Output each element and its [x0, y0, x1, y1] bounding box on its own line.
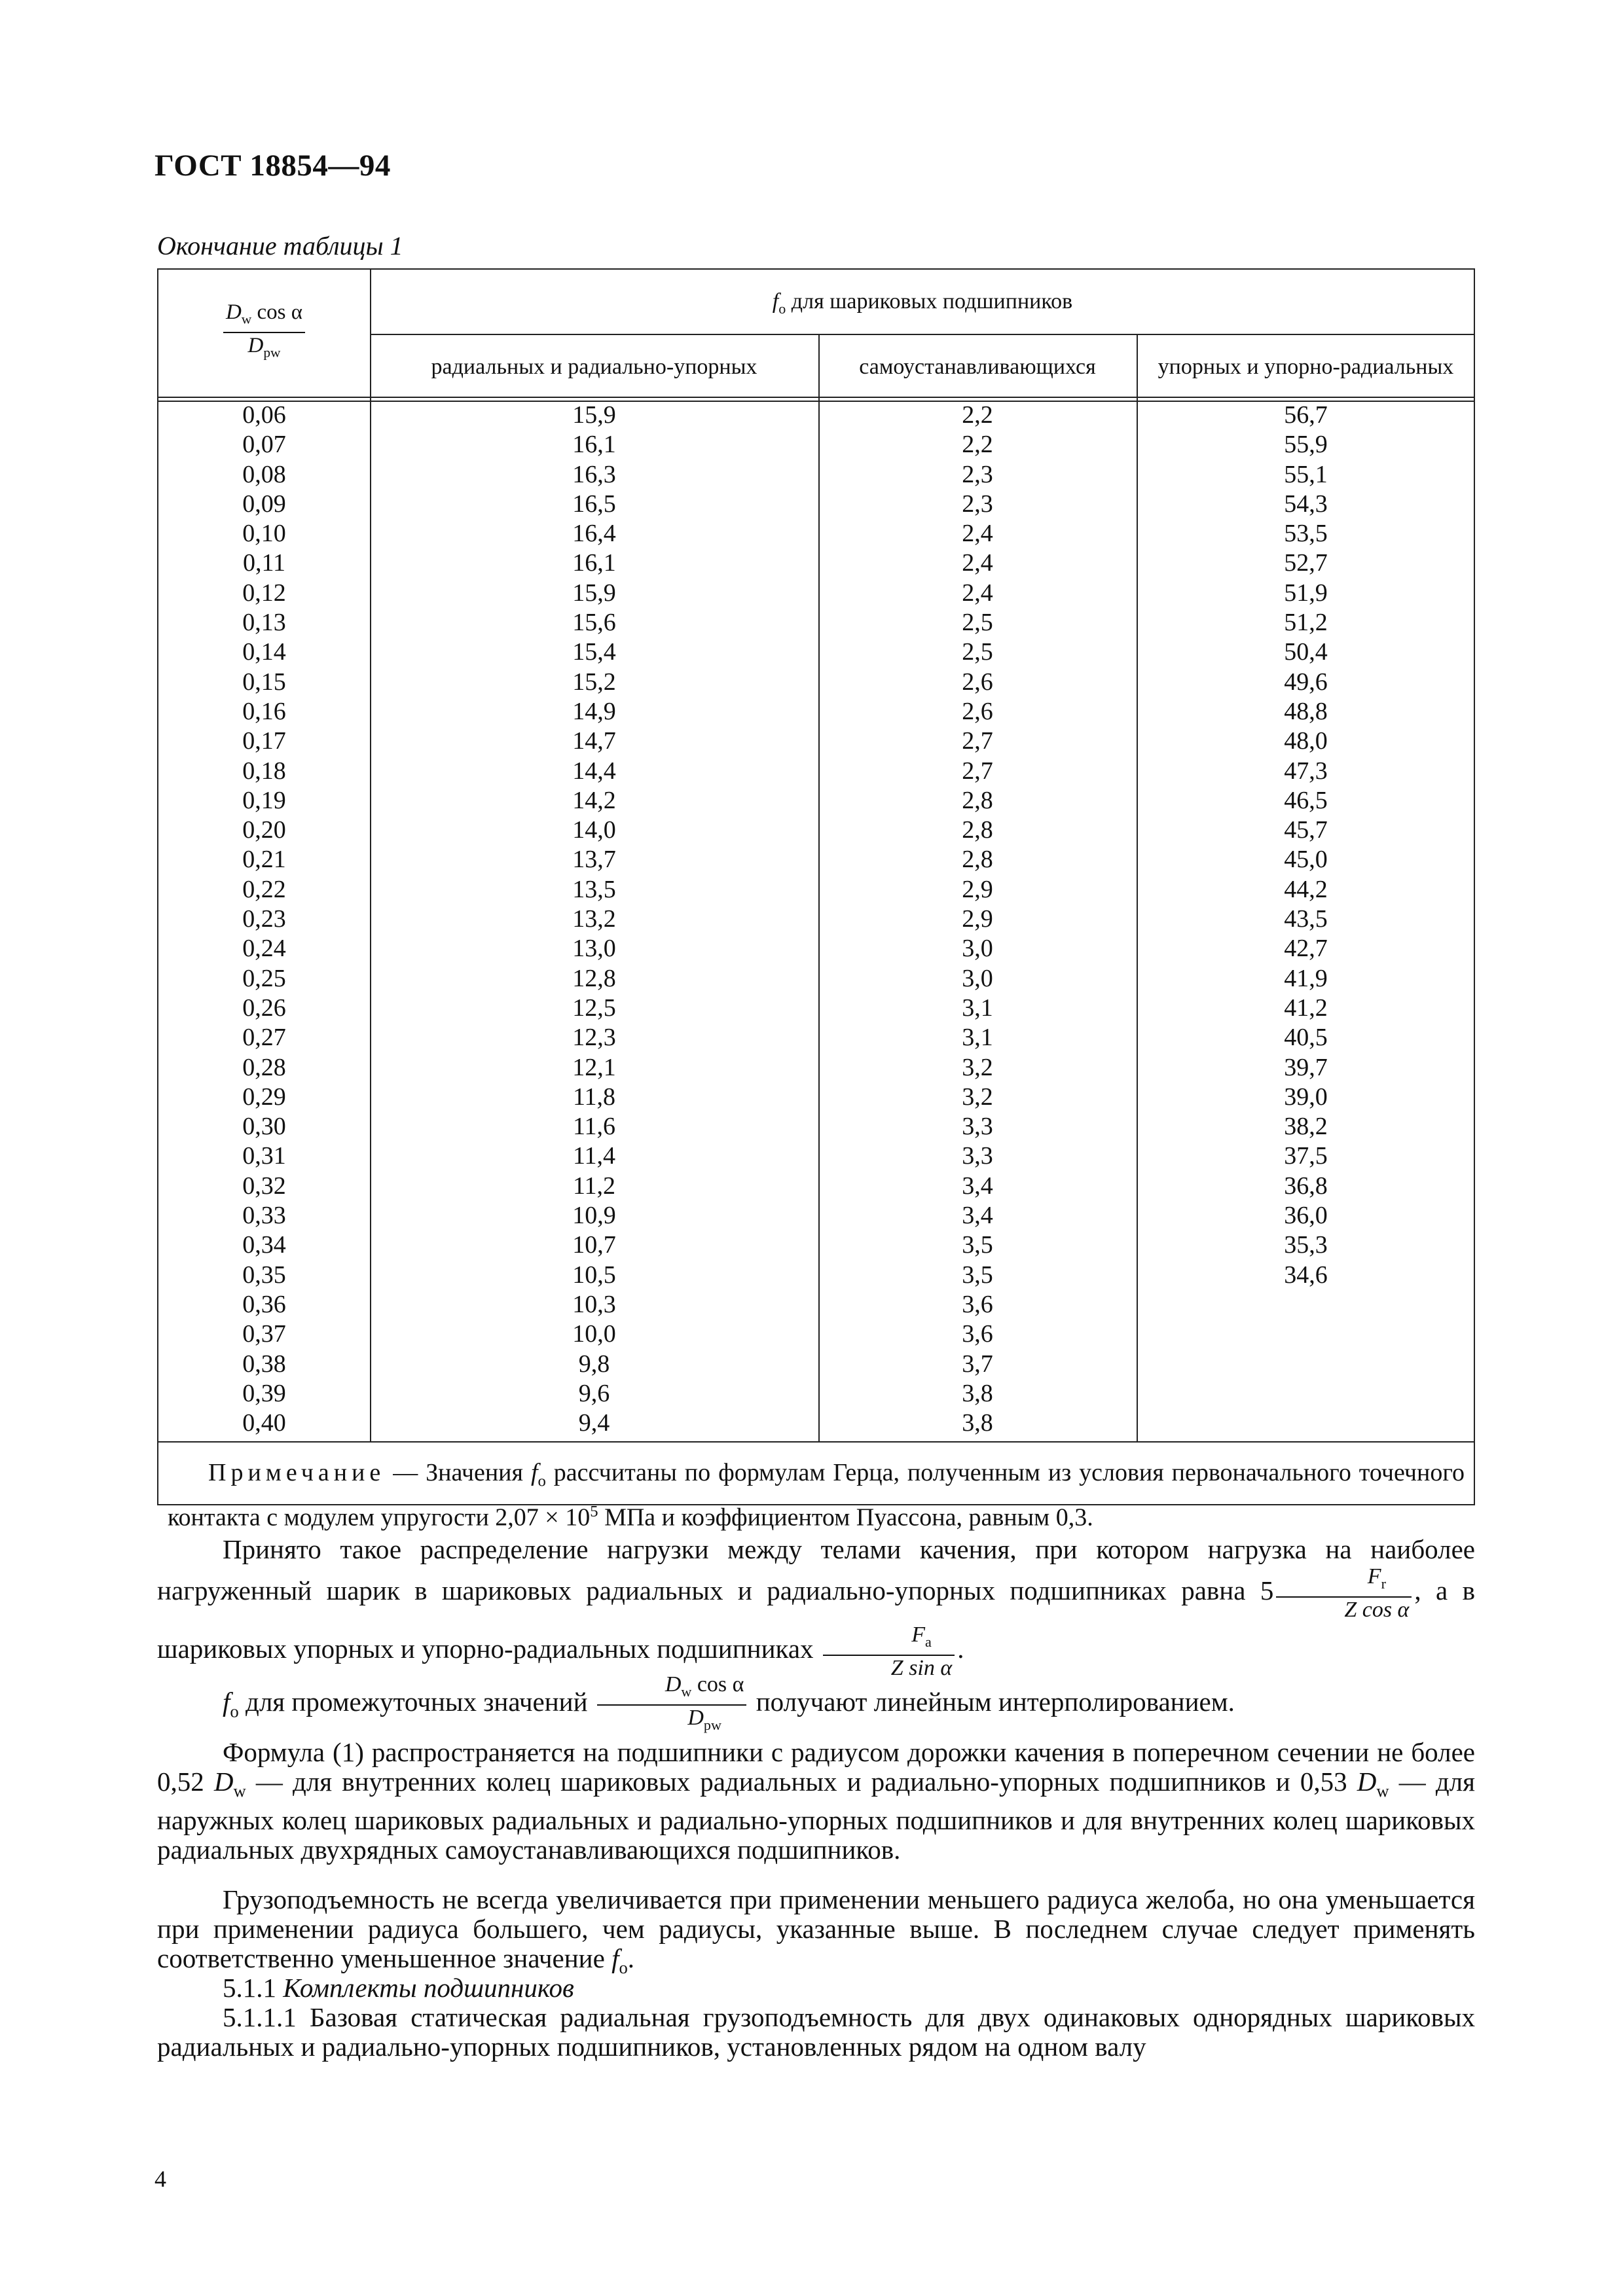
- table-cell-radial: 11,2: [572, 1172, 616, 1200]
- table-cell-thrust: 55,9: [1284, 431, 1328, 459]
- table-cell-ratio: 0,32: [242, 1172, 286, 1200]
- table-cell-self-aligning: 2,8: [962, 846, 993, 874]
- table-cell-thrust: 50,4: [1284, 638, 1328, 666]
- data-table: [157, 268, 1475, 1532]
- table-cell-thrust: 37,5: [1284, 1142, 1328, 1170]
- table-cell-radial: 16,1: [572, 431, 616, 459]
- table-cell-radial: 10,7: [572, 1231, 616, 1259]
- table-cell-radial: 9,6: [578, 1379, 610, 1407]
- table-cell-radial: 10,3: [572, 1290, 616, 1318]
- section-heading-5-1-1: 5.1.1 Комплекты подшипников: [223, 1973, 574, 2003]
- table-cell-ratio: 0,25: [242, 964, 286, 992]
- paragraph-load-distribution: Принято такое распределение нагрузки между телами качения, при котором нагрузка на наиболее нагруженный шарик в шариковых радиальных и радиально-упорных подшипниках равна 5 $\frac{F_r}{\text{Z cos α}}$ , а в шариковых упорных и упорно-радиальных подшипниках $\frac{F_a}{\text{Z sin α}}$ .: [157, 1534, 1475, 1680]
- header-self-aligning: самоустанавливающихся: [859, 355, 1096, 379]
- table-cell-self-aligning: 2,2: [962, 401, 993, 429]
- table-cell-thrust: 41,2: [1284, 994, 1328, 1022]
- table-caption: Окончание таблицы 1: [157, 231, 403, 260]
- header-group: $f_o$ для шариковых подшипников: [772, 289, 1073, 317]
- table-cell-ratio: 0,37: [242, 1320, 286, 1348]
- table-cell-radial: 16,3: [572, 460, 616, 488]
- table-cell-ratio: 0,10: [242, 520, 286, 548]
- table-cell-thrust: 39,0: [1284, 1083, 1328, 1111]
- table-cell-ratio: 0,18: [242, 757, 286, 785]
- table-cell-self-aligning: 3,1: [962, 994, 993, 1022]
- table-cell-ratio: 0,09: [242, 490, 286, 518]
- table-cell-thrust: 55,1: [1284, 460, 1328, 488]
- table-cell-self-aligning: 2,6: [962, 668, 993, 696]
- table-cell-self-aligning: 3,6: [962, 1320, 993, 1348]
- table-cell-ratio: 0,27: [242, 1024, 286, 1052]
- table-cell-thrust: 48,0: [1284, 727, 1328, 755]
- table-cell-radial: 10,0: [572, 1320, 616, 1348]
- table-note: Примечание — Значения $f_o$ рассчитаны по формулам Герца, полученным из условия первоначального точечного контакта с модулем упругости $2,07 \times 10^5$ МПа и коэффициентом Пуассона, равным 0,3.: [168, 1459, 1465, 1532]
- table-cell-self-aligning: 2,3: [962, 490, 993, 518]
- header-radial: радиальных и радиально-упорных: [431, 355, 757, 379]
- table-cell-thrust: 36,0: [1284, 1202, 1328, 1230]
- table-cell-thrust: 41,9: [1284, 964, 1328, 992]
- table-cell-self-aligning: 2,8: [962, 816, 993, 844]
- table-cell-self-aligning: 3,4: [962, 1172, 993, 1200]
- table-cell-thrust: 52,7: [1284, 549, 1328, 577]
- table-cell-radial: 15,9: [572, 401, 616, 429]
- table-cell-radial: 11,4: [572, 1142, 616, 1170]
- table-cell-self-aligning: 2,9: [962, 875, 993, 903]
- table-cell-thrust: 38,2: [1284, 1113, 1328, 1141]
- table-cell-thrust: 46,5: [1284, 786, 1328, 814]
- table-cell-thrust: 49,6: [1284, 668, 1328, 696]
- table-cell-ratio: 0,16: [242, 697, 286, 725]
- table-cell-self-aligning: 3,3: [962, 1113, 993, 1141]
- table-cell-self-aligning: 3,4: [962, 1202, 993, 1230]
- table-cell-radial: 11,6: [572, 1113, 616, 1141]
- table-cell-ratio: 0,40: [242, 1409, 286, 1437]
- table-cell-thrust: 34,6: [1284, 1261, 1328, 1289]
- table-cell-ratio: 0,30: [242, 1113, 286, 1141]
- table-cell-ratio: 0,11: [242, 549, 286, 577]
- table-cell-radial: 15,6: [572, 609, 616, 637]
- table-cell-self-aligning: 3,0: [962, 964, 993, 992]
- table-cell-radial: 12,5: [572, 994, 616, 1022]
- table-cell-ratio: 0,26: [242, 994, 286, 1022]
- table-cell-radial: 13,0: [572, 935, 616, 963]
- table-cell-ratio: 0,19: [242, 786, 286, 814]
- document-code: ГОСТ 18854—94: [155, 149, 391, 183]
- table-cell-self-aligning: 3,0: [962, 935, 993, 963]
- table-cell-thrust: 39,7: [1284, 1053, 1328, 1081]
- table-cell-radial: 15,4: [572, 638, 616, 666]
- table-cell-radial: 9,4: [578, 1409, 610, 1437]
- table-cell-ratio: 0,12: [242, 579, 286, 607]
- table-cell-self-aligning: 2,4: [962, 579, 993, 607]
- table-cell-radial: 12,3: [572, 1024, 616, 1052]
- table-cell-ratio: 0,28: [242, 1053, 286, 1081]
- table-cell-self-aligning: 2,3: [962, 460, 993, 488]
- column-self-aligning: [818, 401, 1137, 1438]
- table-cell-radial: 12,1: [572, 1053, 616, 1081]
- column-thrust: [1137, 401, 1475, 1290]
- table-cell-self-aligning: 2,5: [962, 638, 993, 666]
- table-cell-self-aligning: 3,5: [962, 1261, 993, 1289]
- table-cell-self-aligning: 2,7: [962, 727, 993, 755]
- table-cell-self-aligning: 2,4: [962, 520, 993, 548]
- table-cell-radial: 16,4: [572, 520, 616, 548]
- paragraph-5-1-1-1: 5.1.1.1 Базовая статическая радиальная грузоподъемность для двух одинаковых однорядных шариковых радиальных и радиально-упорных подшипников, установленных рядом на одном валу: [157, 2002, 1476, 2062]
- table-cell-self-aligning: 3,7: [962, 1350, 993, 1378]
- table-cell-self-aligning: 2,9: [962, 905, 993, 933]
- table-cell-radial: 10,5: [572, 1261, 616, 1289]
- table-cell-radial: 13,7: [572, 846, 616, 874]
- header-thrust: упорных и упорно-радиальных: [1158, 355, 1454, 379]
- paragraph-capacity: Грузоподъемность не всегда увеличивается при применении меньшего радиуса желоба, но она уменьшается при применении радиуса большего, чем радиусы, указанные выше. В последнем случае следует применять соответственно уменьшенное значение $f_o$.: [157, 1884, 1475, 1978]
- table-cell-radial: 10,9: [572, 1202, 616, 1230]
- table-cell-self-aligning: 3,3: [962, 1142, 993, 1170]
- table-cell-ratio: 0,29: [242, 1083, 286, 1111]
- table-cell-self-aligning: 3,8: [962, 1379, 993, 1407]
- table-cell-thrust: 43,5: [1284, 905, 1328, 933]
- table-cell-self-aligning: 3,8: [962, 1409, 993, 1437]
- table-cell-thrust: 56,7: [1284, 401, 1328, 429]
- table-cell-self-aligning: 3,2: [962, 1083, 993, 1111]
- table-cell-thrust: 35,3: [1284, 1231, 1328, 1259]
- paragraph-interpolation: $f_o$ для промежуточных значений $\frac{D_w \cos \alpha}{D_{pw}}$ получают линейным интерполированием.: [223, 1672, 1235, 1733]
- table-cell-thrust: 44,2: [1284, 875, 1328, 903]
- table-cell-self-aligning: 3,5: [962, 1231, 993, 1259]
- table-cell-radial: 15,9: [572, 579, 616, 607]
- table-cell-radial: 13,2: [572, 905, 616, 933]
- table-cell-radial: 15,2: [572, 668, 616, 696]
- table-cell-ratio: 0,14: [242, 638, 286, 666]
- table-cell-ratio: 0,17: [242, 727, 286, 755]
- table-cell-radial: 14,4: [572, 757, 616, 785]
- table-cell-self-aligning: 3,6: [962, 1290, 993, 1318]
- table-cell-ratio: 0,23: [242, 905, 286, 933]
- table-cell-ratio: 0,34: [242, 1231, 286, 1259]
- table-cell-ratio: 0,20: [242, 816, 286, 844]
- table-divider: [158, 397, 1475, 398]
- table-cell-ratio: 0,22: [242, 875, 286, 903]
- table-cell-self-aligning: 2,7: [962, 757, 993, 785]
- table-cell-radial: 14,0: [572, 816, 616, 844]
- table-cell-thrust: 54,3: [1284, 490, 1328, 518]
- table-cell-thrust: 42,7: [1284, 935, 1328, 963]
- table-cell-thrust: 45,7: [1284, 816, 1328, 844]
- table-cell-thrust: 51,2: [1284, 609, 1328, 637]
- table-cell-radial: 11,8: [572, 1083, 616, 1111]
- table-cell-self-aligning: 3,2: [962, 1053, 993, 1081]
- table-cell-thrust: 51,9: [1284, 579, 1328, 607]
- table-divider: [158, 1441, 1475, 1443]
- table-cell-thrust: 45,0: [1284, 846, 1328, 874]
- table-cell-thrust: 48,8: [1284, 697, 1328, 725]
- table-cell-ratio: 0,38: [242, 1350, 286, 1378]
- table-cell-radial: 14,9: [572, 697, 616, 725]
- table-cell-thrust: 36,8: [1284, 1172, 1328, 1200]
- header-ratio: $\frac{D_w \cos \alpha}{D_{pw}}$: [158, 300, 370, 365]
- table-cell-thrust: 40,5: [1284, 1024, 1328, 1052]
- table-cell-radial: 16,1: [572, 549, 616, 577]
- table-cell-ratio: 0,36: [242, 1290, 286, 1318]
- table-cell-ratio: 0,08: [242, 460, 286, 488]
- page-number: 4: [155, 2166, 166, 2192]
- table-cell-ratio: 0,33: [242, 1202, 286, 1230]
- table-cell-radial: 13,5: [572, 875, 616, 903]
- table-cell-radial: 9,8: [578, 1350, 610, 1378]
- table-cell-self-aligning: 2,5: [962, 609, 993, 637]
- table-cell-radial: 12,8: [572, 964, 616, 992]
- table-cell-thrust: 47,3: [1284, 757, 1328, 785]
- table-cell-ratio: 0,07: [242, 431, 286, 459]
- column-ratio: [158, 401, 370, 1438]
- table-cell-radial: 16,5: [572, 490, 616, 518]
- table-cell-radial: 14,2: [572, 786, 616, 814]
- table-cell-ratio: 0,35: [242, 1261, 286, 1289]
- table-cell-ratio: 0,24: [242, 935, 286, 963]
- column-radial: [370, 401, 818, 1438]
- table-cell-ratio: 0,39: [242, 1379, 286, 1407]
- note-label: Примечание: [208, 1459, 386, 1486]
- table-cell-ratio: 0,13: [242, 609, 286, 637]
- table-cell-ratio: 0,15: [242, 668, 286, 696]
- table-cell-ratio: 0,31: [242, 1142, 286, 1170]
- table-cell-self-aligning: 2,2: [962, 431, 993, 459]
- table-cell-thrust: 53,5: [1284, 520, 1328, 548]
- table-cell-radial: 14,7: [572, 727, 616, 755]
- paragraph-formula-scope: Формула (1) распространяется на подшипники с радиусом дорожки качения в поперечном сечении не более 0,52 $D_w$ — для внутренних колец шариковых радиальных и радиально-упорных подшипников и 0,53 $D_w$ — для наружных колец шариковых радиальных и радиально-упорных подшипников и для внутренних колец шариковых радиальных двухрядных самоустанавливающихся подшипников.: [157, 1737, 1476, 1865]
- table-divider: [370, 334, 1475, 335]
- table-cell-self-aligning: 2,4: [962, 549, 993, 577]
- table-cell-ratio: 0,21: [242, 846, 286, 874]
- table-cell-self-aligning: 3,1: [962, 1024, 993, 1052]
- table-cell-ratio: 0,06: [242, 401, 286, 429]
- table-cell-self-aligning: 2,8: [962, 786, 993, 814]
- table-cell-self-aligning: 2,6: [962, 697, 993, 725]
